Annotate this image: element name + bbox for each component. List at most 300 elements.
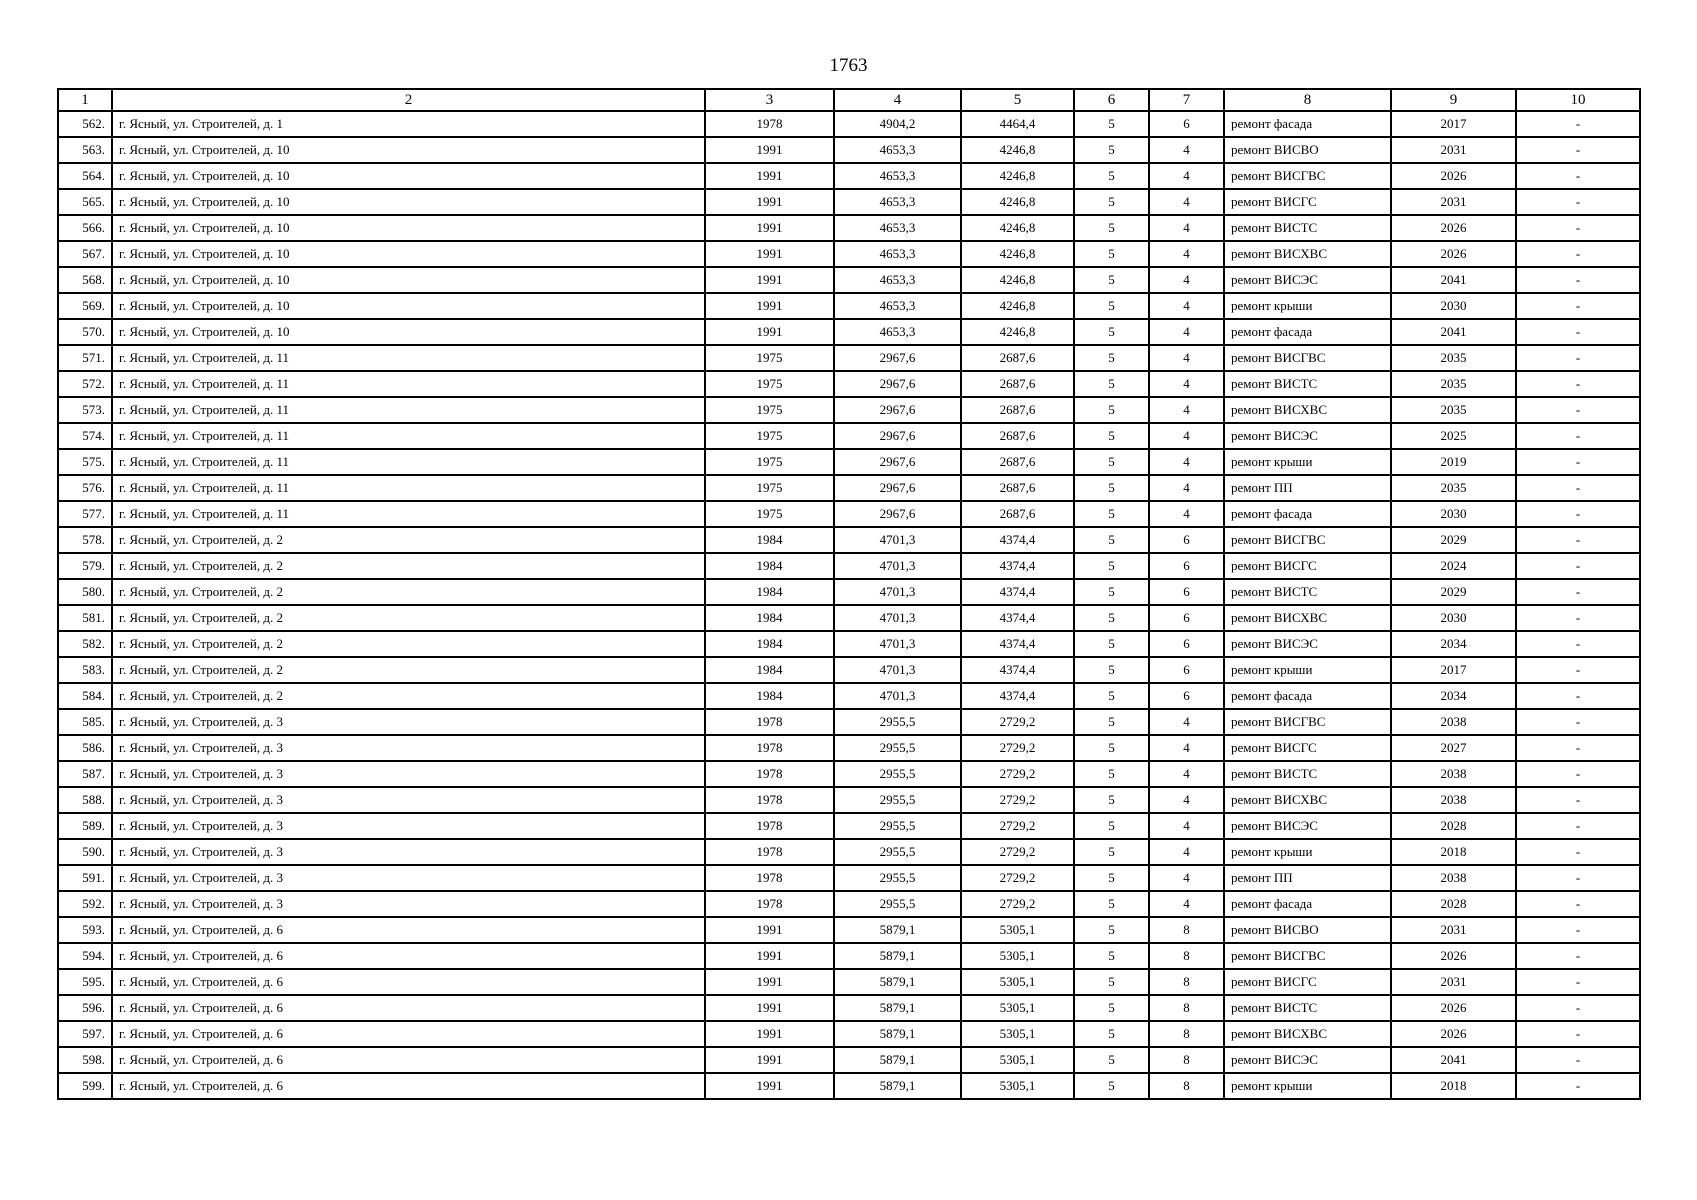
table-row (58, 449, 1640, 475)
cell-work-type: ремонт ВИСГВС (1224, 527, 1391, 553)
cell-work-type: ремонт ВИСТС (1224, 761, 1391, 787)
cell-entrances: 4 (1149, 761, 1224, 787)
cell-year-built: 1991 (705, 943, 834, 969)
cell-year-built: 1984 (705, 605, 834, 631)
cell-address: г. Ясный, ул. Строителей, д. 11 (112, 371, 705, 397)
cell-address: г. Ясный, ул. Строителей, д. 11 (112, 397, 705, 423)
table-row (58, 891, 1640, 917)
table-row (58, 839, 1640, 865)
cell-work-type: ремонт ВИСХВС (1224, 1021, 1391, 1047)
cell-planned-year: 2028 (1391, 813, 1516, 839)
cell-note: - (1516, 865, 1640, 891)
cell-entrances: 4 (1149, 345, 1224, 371)
cell-living-area: 2687,6 (961, 501, 1074, 527)
cell-entrances: 8 (1149, 1021, 1224, 1047)
cell-living-area: 5305,1 (961, 1021, 1074, 1047)
cell-row-number: 566. (58, 215, 112, 241)
table-body (58, 111, 1640, 1099)
cell-total-area: 4904,2 (834, 111, 961, 137)
cell-total-area: 5879,1 (834, 943, 961, 969)
cell-address: г. Ясный, ул. Строителей, д. 6 (112, 1047, 705, 1073)
table-row (58, 293, 1640, 319)
cell-note: - (1516, 1073, 1640, 1099)
cell-note: - (1516, 605, 1640, 631)
cell-work-type: ремонт ВИСХВС (1224, 241, 1391, 267)
cell-work-type: ремонт ВИСВО (1224, 917, 1391, 943)
cell-entrances: 6 (1149, 553, 1224, 579)
cell-floors: 5 (1074, 215, 1149, 241)
table-row (58, 137, 1640, 163)
cell-work-type: ремонт ВИСГС (1224, 189, 1391, 215)
cell-total-area: 2955,5 (834, 761, 961, 787)
cell-living-area: 5305,1 (961, 1047, 1074, 1073)
page-number: 1763 (829, 55, 868, 76)
cell-year-built: 1975 (705, 449, 834, 475)
cell-total-area: 5879,1 (834, 1073, 961, 1099)
cell-living-area: 5305,1 (961, 917, 1074, 943)
cell-planned-year: 2025 (1391, 423, 1516, 449)
cell-row-number: 598. (58, 1047, 112, 1073)
cell-planned-year: 2041 (1391, 1047, 1516, 1073)
cell-floors: 5 (1074, 319, 1149, 345)
cell-work-type: ремонт ВИСГВС (1224, 943, 1391, 969)
cell-work-type: ремонт крыши (1224, 449, 1391, 475)
cell-note: - (1516, 709, 1640, 735)
cell-work-type: ремонт фасада (1224, 683, 1391, 709)
table-row (58, 735, 1640, 761)
cell-planned-year: 2017 (1391, 111, 1516, 137)
cell-total-area: 2967,6 (834, 397, 961, 423)
cell-row-number: 572. (58, 371, 112, 397)
cell-total-area: 5879,1 (834, 917, 961, 943)
cell-year-built: 1975 (705, 397, 834, 423)
cell-year-built: 1975 (705, 475, 834, 501)
cell-row-number: 584. (58, 683, 112, 709)
cell-planned-year: 2029 (1391, 579, 1516, 605)
column-header-2: 2 (112, 89, 705, 111)
cell-work-type: ремонт ВИСТС (1224, 579, 1391, 605)
cell-row-number: 570. (58, 319, 112, 345)
cell-entrances: 4 (1149, 475, 1224, 501)
cell-floors: 5 (1074, 917, 1149, 943)
cell-floors: 5 (1074, 787, 1149, 813)
table-row (58, 553, 1640, 579)
cell-work-type: ремонт ВИСГВС (1224, 709, 1391, 735)
cell-year-built: 1991 (705, 1047, 834, 1073)
cell-work-type: ремонт ВИСВО (1224, 137, 1391, 163)
cell-year-built: 1991 (705, 319, 834, 345)
cell-planned-year: 2024 (1391, 553, 1516, 579)
table-row (58, 631, 1640, 657)
table-row (58, 163, 1640, 189)
cell-note: - (1516, 527, 1640, 553)
cell-note: - (1516, 553, 1640, 579)
cell-note: - (1516, 475, 1640, 501)
cell-work-type: ремонт ВИСЭС (1224, 813, 1391, 839)
cell-note: - (1516, 735, 1640, 761)
cell-address: г. Ясный, ул. Строителей, д. 11 (112, 449, 705, 475)
cell-living-area: 4246,8 (961, 267, 1074, 293)
cell-address: г. Ясный, ул. Строителей, д. 10 (112, 215, 705, 241)
cell-floors: 5 (1074, 449, 1149, 475)
cell-total-area: 2955,5 (834, 813, 961, 839)
cell-living-area: 4374,4 (961, 631, 1074, 657)
cell-living-area: 4374,4 (961, 683, 1074, 709)
cell-entrances: 4 (1149, 423, 1224, 449)
cell-living-area: 2687,6 (961, 371, 1074, 397)
cell-floors: 5 (1074, 761, 1149, 787)
column-header-5: 5 (961, 89, 1074, 111)
cell-year-built: 1984 (705, 553, 834, 579)
cell-entrances: 4 (1149, 371, 1224, 397)
cell-year-built: 1991 (705, 917, 834, 943)
cell-total-area: 4701,3 (834, 527, 961, 553)
cell-planned-year: 2030 (1391, 605, 1516, 631)
table-row (58, 397, 1640, 423)
cell-entrances: 8 (1149, 917, 1224, 943)
cell-address: г. Ясный, ул. Строителей, д. 10 (112, 319, 705, 345)
cell-work-type: ремонт ПП (1224, 865, 1391, 891)
cell-total-area: 4701,3 (834, 631, 961, 657)
cell-note: - (1516, 501, 1640, 527)
cell-total-area: 2967,6 (834, 501, 961, 527)
cell-floors: 5 (1074, 501, 1149, 527)
cell-planned-year: 2026 (1391, 995, 1516, 1021)
cell-total-area: 2967,6 (834, 449, 961, 475)
cell-row-number: 571. (58, 345, 112, 371)
cell-work-type: ремонт ПП (1224, 475, 1391, 501)
cell-work-type: ремонт крыши (1224, 293, 1391, 319)
cell-total-area: 4653,3 (834, 241, 961, 267)
cell-living-area: 2687,6 (961, 397, 1074, 423)
cell-total-area: 2967,6 (834, 371, 961, 397)
cell-living-area: 2687,6 (961, 449, 1074, 475)
cell-entrances: 8 (1149, 943, 1224, 969)
table-row (58, 969, 1640, 995)
cell-row-number: 579. (58, 553, 112, 579)
cell-year-built: 1991 (705, 969, 834, 995)
cell-work-type: ремонт ВИСТС (1224, 995, 1391, 1021)
cell-note: - (1516, 215, 1640, 241)
cell-row-number: 591. (58, 865, 112, 891)
cell-living-area: 2729,2 (961, 735, 1074, 761)
cell-living-area: 2687,6 (961, 345, 1074, 371)
cell-living-area: 4374,4 (961, 579, 1074, 605)
cell-note: - (1516, 891, 1640, 917)
cell-note: - (1516, 579, 1640, 605)
cell-year-built: 1975 (705, 423, 834, 449)
cell-floors: 5 (1074, 813, 1149, 839)
cell-floors: 5 (1074, 1021, 1149, 1047)
cell-year-built: 1984 (705, 657, 834, 683)
cell-total-area: 5879,1 (834, 1021, 961, 1047)
cell-entrances: 4 (1149, 241, 1224, 267)
cell-floors: 5 (1074, 683, 1149, 709)
column-header-8: 8 (1224, 89, 1391, 111)
cell-total-area: 4653,3 (834, 215, 961, 241)
cell-year-built: 1984 (705, 683, 834, 709)
cell-floors: 5 (1074, 137, 1149, 163)
cell-planned-year: 2031 (1391, 137, 1516, 163)
cell-address: г. Ясный, ул. Строителей, д. 2 (112, 657, 705, 683)
cell-total-area: 4653,3 (834, 189, 961, 215)
cell-floors: 5 (1074, 605, 1149, 631)
cell-floors: 5 (1074, 865, 1149, 891)
cell-address: г. Ясный, ул. Строителей, д. 10 (112, 163, 705, 189)
cell-total-area: 4701,3 (834, 683, 961, 709)
cell-address: г. Ясный, ул. Строителей, д. 2 (112, 579, 705, 605)
cell-living-area: 4246,8 (961, 215, 1074, 241)
cell-floors: 5 (1074, 189, 1149, 215)
cell-floors: 5 (1074, 527, 1149, 553)
cell-entrances: 6 (1149, 579, 1224, 605)
cell-total-area: 4653,3 (834, 293, 961, 319)
cell-floors: 5 (1074, 631, 1149, 657)
cell-note: - (1516, 839, 1640, 865)
cell-living-area: 4246,8 (961, 189, 1074, 215)
cell-living-area: 2729,2 (961, 813, 1074, 839)
cell-year-built: 1984 (705, 631, 834, 657)
cell-row-number: 597. (58, 1021, 112, 1047)
cell-floors: 5 (1074, 475, 1149, 501)
cell-address: г. Ясный, ул. Строителей, д. 2 (112, 553, 705, 579)
column-header-9: 9 (1391, 89, 1516, 111)
cell-row-number: 569. (58, 293, 112, 319)
cell-address: г. Ясный, ул. Строителей, д. 3 (112, 813, 705, 839)
cell-entrances: 4 (1149, 865, 1224, 891)
cell-address: г. Ясный, ул. Строителей, д. 11 (112, 475, 705, 501)
cell-year-built: 1991 (705, 293, 834, 319)
cell-entrances: 6 (1149, 111, 1224, 137)
cell-entrances: 4 (1149, 163, 1224, 189)
cell-living-area: 4246,8 (961, 163, 1074, 189)
cell-entrances: 4 (1149, 319, 1224, 345)
cell-row-number: 581. (58, 605, 112, 631)
cell-address: г. Ясный, ул. Строителей, д. 11 (112, 423, 705, 449)
cell-address: г. Ясный, ул. Строителей, д. 6 (112, 943, 705, 969)
cell-entrances: 4 (1149, 293, 1224, 319)
table-row (58, 943, 1640, 969)
cell-row-number: 574. (58, 423, 112, 449)
cell-floors: 5 (1074, 1073, 1149, 1099)
cell-planned-year: 2031 (1391, 917, 1516, 943)
table-row (58, 787, 1640, 813)
cell-planned-year: 2026 (1391, 241, 1516, 267)
cell-total-area: 5879,1 (834, 969, 961, 995)
cell-living-area: 5305,1 (961, 943, 1074, 969)
cell-row-number: 582. (58, 631, 112, 657)
cell-floors: 5 (1074, 709, 1149, 735)
cell-floors: 5 (1074, 111, 1149, 137)
cell-floors: 5 (1074, 241, 1149, 267)
cell-planned-year: 2017 (1391, 657, 1516, 683)
cell-living-area: 4374,4 (961, 657, 1074, 683)
cell-year-built: 1991 (705, 995, 834, 1021)
cell-address: г. Ясный, ул. Строителей, д. 3 (112, 865, 705, 891)
cell-work-type: ремонт ВИСГВС (1224, 163, 1391, 189)
cell-entrances: 4 (1149, 891, 1224, 917)
cell-living-area: 2729,2 (961, 839, 1074, 865)
cell-work-type: ремонт ВИСХВС (1224, 605, 1391, 631)
cell-living-area: 5305,1 (961, 1073, 1074, 1099)
table-row (58, 267, 1640, 293)
cell-address: г. Ясный, ул. Строителей, д. 11 (112, 501, 705, 527)
cell-planned-year: 2035 (1391, 475, 1516, 501)
cell-floors: 5 (1074, 839, 1149, 865)
cell-entrances: 6 (1149, 631, 1224, 657)
cell-work-type: ремонт ВИСЭС (1224, 267, 1391, 293)
cell-work-type: ремонт крыши (1224, 1073, 1391, 1099)
cell-entrances: 6 (1149, 605, 1224, 631)
cell-total-area: 2967,6 (834, 345, 961, 371)
table-row (58, 215, 1640, 241)
cell-work-type: ремонт фасада (1224, 501, 1391, 527)
cell-entrances: 4 (1149, 449, 1224, 475)
cell-row-number: 573. (58, 397, 112, 423)
cell-note: - (1516, 423, 1640, 449)
table-row (58, 501, 1640, 527)
cell-year-built: 1975 (705, 345, 834, 371)
cell-address: г. Ясный, ул. Строителей, д. 6 (112, 1021, 705, 1047)
cell-planned-year: 2028 (1391, 891, 1516, 917)
cell-floors: 5 (1074, 657, 1149, 683)
cell-row-number: 590. (58, 839, 112, 865)
cell-address: г. Ясный, ул. Строителей, д. 10 (112, 137, 705, 163)
cell-work-type: ремонт ВИСГС (1224, 553, 1391, 579)
cell-row-number: 563. (58, 137, 112, 163)
cell-floors: 5 (1074, 735, 1149, 761)
cell-year-built: 1978 (705, 865, 834, 891)
cell-work-type: ремонт ВИСГС (1224, 969, 1391, 995)
header-row (58, 89, 1640, 111)
cell-planned-year: 2038 (1391, 761, 1516, 787)
cell-total-area: 4653,3 (834, 163, 961, 189)
cell-note: - (1516, 969, 1640, 995)
cell-year-built: 1978 (705, 839, 834, 865)
table-row (58, 1047, 1640, 1073)
cell-row-number: 596. (58, 995, 112, 1021)
table-row (58, 709, 1640, 735)
table-row (58, 371, 1640, 397)
cell-year-built: 1978 (705, 813, 834, 839)
cell-row-number: 593. (58, 917, 112, 943)
table-row (58, 241, 1640, 267)
cell-row-number: 564. (58, 163, 112, 189)
cell-year-built: 1991 (705, 241, 834, 267)
cell-address: г. Ясный, ул. Строителей, д. 1 (112, 111, 705, 137)
cell-floors: 5 (1074, 163, 1149, 189)
cell-total-area: 4701,3 (834, 657, 961, 683)
cell-entrances: 4 (1149, 397, 1224, 423)
cell-living-area: 4246,8 (961, 137, 1074, 163)
cell-address: г. Ясный, ул. Строителей, д. 2 (112, 605, 705, 631)
cell-address: г. Ясный, ул. Строителей, д. 10 (112, 241, 705, 267)
cell-floors: 5 (1074, 293, 1149, 319)
cell-note: - (1516, 137, 1640, 163)
column-header-4: 4 (834, 89, 961, 111)
cell-address: г. Ясный, ул. Строителей, д. 3 (112, 839, 705, 865)
cell-address: г. Ясный, ул. Строителей, д. 3 (112, 761, 705, 787)
cell-note: - (1516, 657, 1640, 683)
table-row (58, 423, 1640, 449)
cell-work-type: ремонт ВИСТС (1224, 215, 1391, 241)
cell-year-built: 1978 (705, 761, 834, 787)
cell-row-number: 583. (58, 657, 112, 683)
cell-entrances: 4 (1149, 839, 1224, 865)
cell-entrances: 4 (1149, 787, 1224, 813)
cell-address: г. Ясный, ул. Строителей, д. 11 (112, 345, 705, 371)
cell-row-number: 586. (58, 735, 112, 761)
cell-year-built: 1991 (705, 1073, 834, 1099)
cell-note: - (1516, 449, 1640, 475)
cell-work-type: ремонт ВИСГВС (1224, 345, 1391, 371)
cell-entrances: 6 (1149, 527, 1224, 553)
cell-work-type: ремонт ВИСГС (1224, 735, 1391, 761)
cell-year-built: 1978 (705, 111, 834, 137)
cell-work-type: ремонт ВИСХВС (1224, 787, 1391, 813)
cell-note: - (1516, 267, 1640, 293)
cell-note: - (1516, 813, 1640, 839)
cell-work-type: ремонт фасада (1224, 111, 1391, 137)
cell-planned-year: 2018 (1391, 1073, 1516, 1099)
cell-note: - (1516, 787, 1640, 813)
cell-year-built: 1991 (705, 163, 834, 189)
cell-address: г. Ясный, ул. Строителей, д. 6 (112, 1073, 705, 1099)
cell-entrances: 4 (1149, 189, 1224, 215)
cell-address: г. Ясный, ул. Строителей, д. 2 (112, 631, 705, 657)
cell-row-number: 595. (58, 969, 112, 995)
cell-work-type: ремонт ВИСЭС (1224, 423, 1391, 449)
table-row (58, 813, 1640, 839)
cell-address: г. Ясный, ул. Строителей, д. 3 (112, 735, 705, 761)
cell-year-built: 1978 (705, 735, 834, 761)
cell-address: г. Ясный, ул. Строителей, д. 2 (112, 683, 705, 709)
cell-planned-year: 2035 (1391, 371, 1516, 397)
cell-year-built: 1991 (705, 137, 834, 163)
column-header-6: 6 (1074, 89, 1149, 111)
cell-entrances: 8 (1149, 1073, 1224, 1099)
table-row (58, 683, 1640, 709)
cell-floors: 5 (1074, 579, 1149, 605)
cell-year-built: 1991 (705, 215, 834, 241)
cell-planned-year: 2026 (1391, 1021, 1516, 1047)
cell-row-number: 580. (58, 579, 112, 605)
cell-entrances: 4 (1149, 813, 1224, 839)
cell-row-number: 587. (58, 761, 112, 787)
cell-planned-year: 2029 (1391, 527, 1516, 553)
cell-year-built: 1991 (705, 1021, 834, 1047)
cell-entrances: 8 (1149, 1047, 1224, 1073)
cell-floors: 5 (1074, 943, 1149, 969)
cell-work-type: ремонт ВИСЭС (1224, 631, 1391, 657)
cell-address: г. Ясный, ул. Строителей, д. 3 (112, 891, 705, 917)
table-row (58, 995, 1640, 1021)
cell-row-number: 599. (58, 1073, 112, 1099)
cell-living-area: 2729,2 (961, 709, 1074, 735)
cell-living-area: 2729,2 (961, 787, 1074, 813)
cell-entrances: 4 (1149, 709, 1224, 735)
cell-total-area: 2955,5 (834, 787, 961, 813)
cell-address: г. Ясный, ул. Строителей, д. 6 (112, 917, 705, 943)
cell-living-area: 4246,8 (961, 319, 1074, 345)
cell-address: г. Ясный, ул. Строителей, д. 3 (112, 709, 705, 735)
cell-note: - (1516, 345, 1640, 371)
table-row (58, 189, 1640, 215)
cell-note: - (1516, 319, 1640, 345)
table-row (58, 475, 1640, 501)
cell-living-area: 5305,1 (961, 995, 1074, 1021)
cell-entrances: 4 (1149, 215, 1224, 241)
